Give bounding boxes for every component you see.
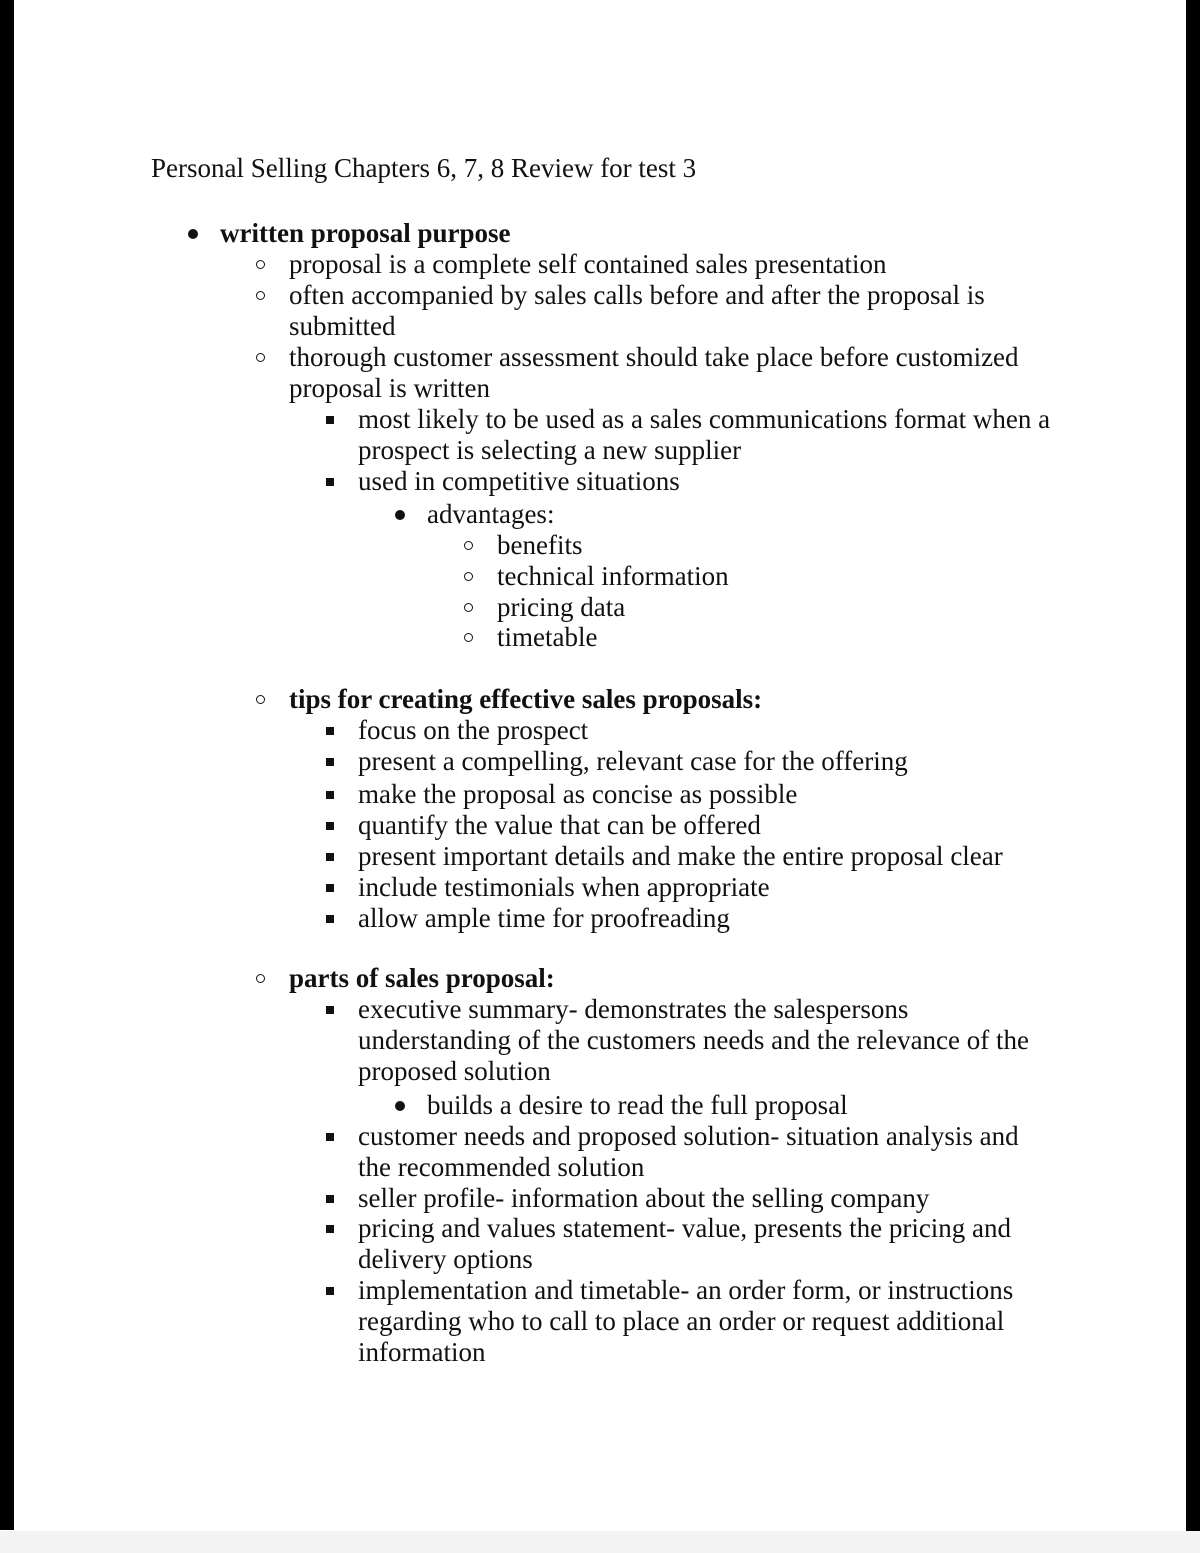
bullet-square-icon [326, 915, 334, 923]
outline-line: implementation and timetable- an order form, or instructions [358, 1275, 1014, 1305]
bullet-square-icon [326, 758, 334, 766]
outline-line: tips for creating effective sales proposals: [289, 684, 763, 714]
bullet-circle-icon [464, 603, 473, 612]
outline-line: most likely to be used as a sales communications format when a [358, 404, 1051, 434]
outline-line: proposal is a complete self contained sales presentation [289, 249, 887, 279]
bullet-square-icon [326, 416, 334, 424]
page-title: Personal Selling Chapters 6, 7, 8 Review for test 3 [151, 153, 697, 183]
bullet-circle-icon [464, 572, 473, 581]
outline-line: allow ample time for proofreading [358, 903, 730, 933]
outline-line: regarding who to call to place an order or request additional [358, 1306, 1005, 1336]
bullet-square-icon [326, 1006, 334, 1014]
outline-line: information [358, 1337, 486, 1367]
outline-line: quantify the value that can be offered [358, 810, 761, 840]
outline-line: the recommended solution [358, 1152, 645, 1182]
outline-line: present a compelling, relevant case for the offering [358, 746, 908, 776]
outline-line: include testimonials when appropriate [358, 872, 770, 902]
bullet-square-icon [326, 822, 334, 830]
outline-line: builds a desire to read the full proposal [427, 1090, 848, 1120]
bullet-square-icon [326, 853, 334, 861]
outline-line: often accompanied by sales calls before and after the proposal is [289, 280, 985, 310]
outline-line: used in competitive situations [358, 466, 680, 496]
outline-line: proposed solution [358, 1056, 551, 1086]
outline-line: parts of sales proposal: [289, 963, 555, 993]
bullet-square-icon [326, 1133, 334, 1141]
bullet-disc-icon [395, 510, 405, 520]
outline-line: present important details and make the entire proposal clear [358, 841, 1003, 871]
bullet-disc-icon [188, 229, 198, 239]
bullet-circle-icon [256, 695, 265, 704]
bullet-square-icon [326, 791, 334, 799]
right-page-edge [1186, 0, 1200, 1553]
bullet-circle-icon [256, 291, 265, 300]
bullet-disc-icon [395, 1101, 405, 1111]
outline-line: understanding of the customers needs and the relevance of the [358, 1025, 1030, 1055]
bullet-square-icon [326, 478, 334, 486]
bullet-square-icon [326, 884, 334, 892]
outline-line: submitted [289, 311, 396, 341]
bullet-circle-icon [256, 974, 265, 983]
outline-line: delivery options [358, 1244, 533, 1274]
outline-line: make the proposal as concise as possible [358, 779, 798, 809]
bullet-circle-icon [464, 633, 473, 642]
bullet-circle-icon [256, 260, 265, 269]
outline-line: proposal is written [289, 373, 490, 403]
left-page-edge [0, 0, 14, 1530]
bullet-square-icon [326, 1287, 334, 1295]
outline-line: prospect is selecting a new supplier [358, 435, 742, 465]
bullet-circle-icon [464, 541, 473, 550]
outline-line: benefits [497, 530, 583, 560]
bottom-margin [0, 1531, 1200, 1553]
bullet-circle-icon [256, 353, 265, 362]
outline-line: pricing and values statement- value, presents the pricing and [358, 1213, 1012, 1243]
outline-line: timetable [497, 622, 598, 652]
bullet-square-icon [326, 727, 334, 735]
outline-line: technical information [497, 561, 729, 591]
outline-line: customer needs and proposed solution- situation analysis and [358, 1121, 1019, 1151]
outline-line: pricing data [497, 592, 626, 622]
outline-line: focus on the prospect [358, 715, 589, 745]
outline-line: seller profile- information about the selling company [358, 1183, 930, 1213]
bullet-square-icon [326, 1195, 334, 1203]
outline-line: advantages: [427, 499, 555, 529]
outline-line: thorough customer assessment should take place before customized [289, 342, 1019, 372]
outline-line: executive summary- demonstrates the salespersons [358, 994, 909, 1024]
bullet-square-icon [326, 1225, 334, 1233]
outline-line: written proposal purpose [220, 218, 511, 248]
